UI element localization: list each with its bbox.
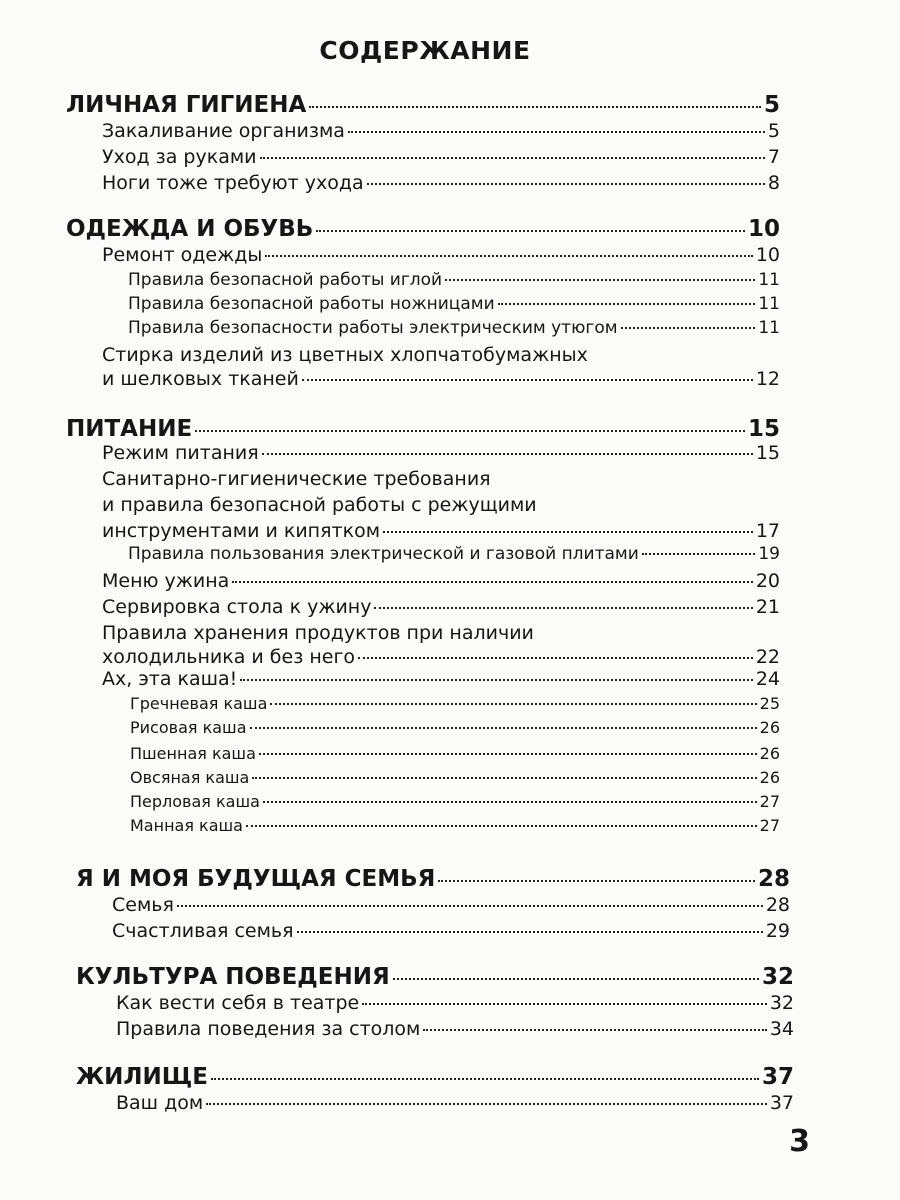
toc-section: ПИТАНИЕ 15 xyxy=(66,416,780,442)
toc-subentry: Манная каша 27 xyxy=(130,816,780,835)
toc-entry: Закаливание организма 5 xyxy=(102,120,780,142)
toc-subentry: Правила пользования электрической и газовой плитами 19 xyxy=(128,544,780,564)
page-title: СОДЕРЖАНИЕ xyxy=(319,36,531,65)
toc-entry: Меню ужина 20 xyxy=(102,570,780,592)
toc-entry: Ноги тоже требуют ухода 8 xyxy=(102,172,780,194)
toc-entry: Уход за руками 7 xyxy=(102,146,780,168)
toc-subentry: Овсяная каша 26 xyxy=(130,768,780,787)
toc-entry: Правила поведения за столом 34 xyxy=(116,1018,794,1040)
toc-entry: Режим питания 15 xyxy=(102,442,780,464)
toc-entry: и шелковых тканей 12 xyxy=(102,368,780,390)
toc-subentry: Пшенная каша 26 xyxy=(130,744,780,763)
toc-entry: Счастливая семья 29 xyxy=(112,920,790,942)
toc-entry: инструментами и кипятком 17 xyxy=(102,520,780,542)
toc-entry: холодильника и без него 22 xyxy=(102,646,780,668)
toc-entry: Ремонт одежды 10 xyxy=(102,244,780,266)
toc-entry-line: Правила хранения продуктов при наличии xyxy=(102,622,534,644)
toc-entry: Ах, эта каша! 24 xyxy=(102,668,780,690)
toc-subentry: Правила безопасности работы электрическим утюгом 11 xyxy=(128,318,780,338)
page-number: 3 xyxy=(789,1124,810,1159)
toc-section: ЖИЛИЩЕ 37 xyxy=(76,1064,794,1090)
toc-entry: Ваш дом 37 xyxy=(116,1092,794,1114)
toc-section: КУЛЬТУРА ПОВЕДЕНИЯ 32 xyxy=(76,964,794,990)
toc-subentry: Правила безопасной работы иглой 11 xyxy=(128,270,780,290)
toc-entry-line: Стирка изделий из цветных хлопчатобумажных xyxy=(102,344,588,366)
toc-section: ЛИЧНАЯ ГИГИЕНА 5 xyxy=(66,92,780,118)
toc-subentry: Перловая каша 27 xyxy=(130,792,780,811)
toc-entry-line: Санитарно-гигиенические требования xyxy=(102,468,491,490)
toc-section: Я И МОЯ БУДУЩАЯ СЕМЬЯ 28 xyxy=(76,866,790,892)
toc-entry: Как вести себя в театре 32 xyxy=(116,992,794,1014)
toc-entry: Семья 28 xyxy=(112,894,790,916)
toc-entry: Сервировка стола к ужину 21 xyxy=(102,596,780,618)
toc-entry-line: и правила безопасной работы с режущими xyxy=(102,494,537,516)
toc-subentry: Рисовая каша 26 xyxy=(130,718,780,737)
toc-section: ОДЕЖДА И ОБУВЬ 10 xyxy=(66,216,780,242)
toc-subentry: Правила безопасной работы ножницами 11 xyxy=(128,294,780,314)
toc-subentry: Гречневая каша 25 xyxy=(130,694,780,713)
